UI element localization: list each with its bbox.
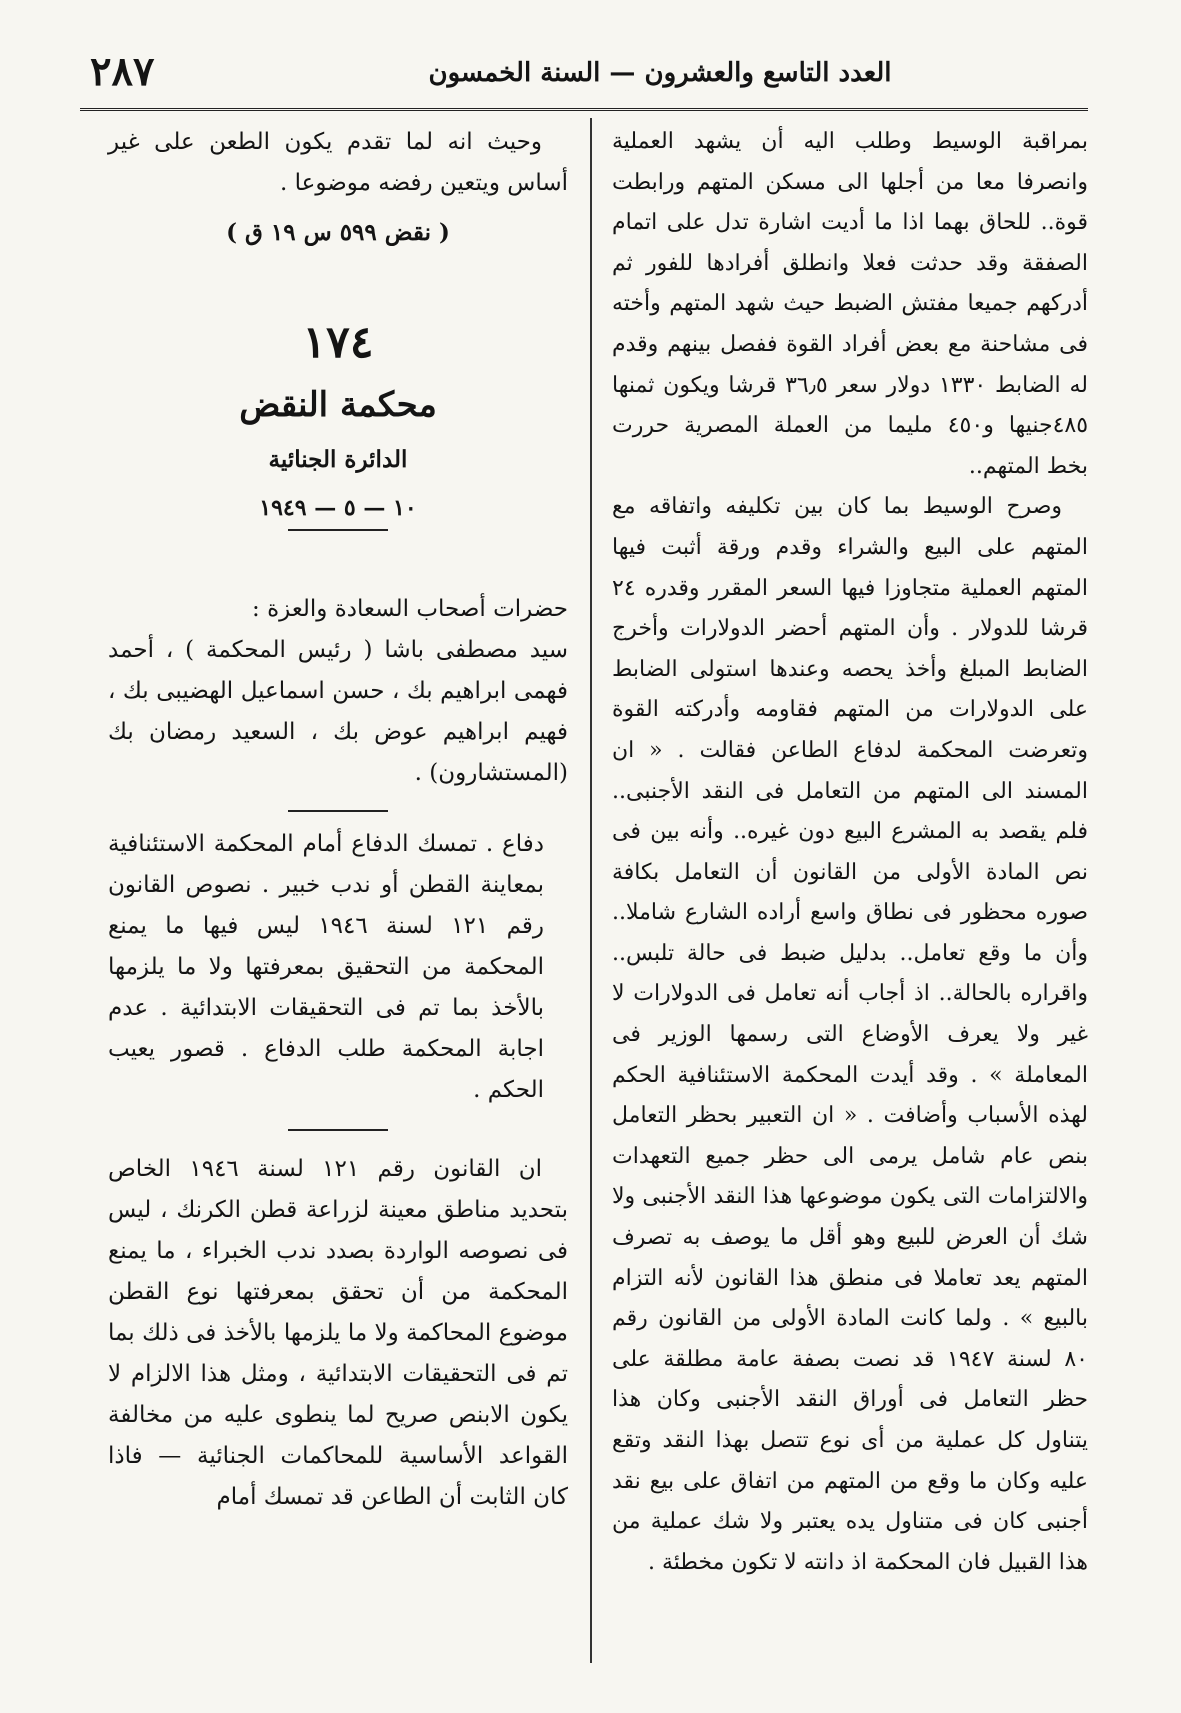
column-divider: [590, 118, 592, 1663]
ruling-body: ان القانون رقم ١٢١ لسنة ١٩٤٦ الخاص بتحديد مناطق معينة لزراعة قطن الكرنك ، ليس فى نصوصه الواردة بصدد ندب الخبراء ، ما يمنع المحكمة من أن تحقق بمعرفتها نوع القطن موضوع المحاكمة ولا ما يلزمها بالأخذ فى ذلك بما تم فى التحقيقات الابتدائية ، ومثل هذا الالزام لا يكون الابنص صريح لما ينطوى عليه من مخالفة القواعد الأساسية للمحاكمات الجنائية — فاذا كان الثابت أن الطاعن قد تمسك أمام: [108, 1156, 568, 1510]
right-paragraph-1: بمراقبة الوسيط وطلب اليه أن يشهد العملية وانصرفا معا من أجلها الى مسكن المتهم ورابطت قوة.. للحاق بهما اذا ما أديت اشارة تدل على اتمام الصفقة وقد حدثت فعلا وانطلق أفرادها للفور ثم أدركهم جميعا مفتش الضبط حيث شهد المتهم وأخته فى مشاحنة مع بعض أفراد القوة ففصل بينهم وقدم له الضابط ١٣٣٠ دولار سعر ٣٦٫٥ قرشا ويكون ثمنها ٤٨٥جنيها و٤٥٠ مليما من العملة المصرية حررت بخط المتهم..: [612, 129, 1089, 479]
page-number: ٢٨٧: [90, 48, 155, 95]
date-underline: [288, 529, 388, 531]
right-column: [612, 122, 1088, 1583]
ruling-date: ١٠ — ٥ — ١٩٤٩: [259, 495, 417, 521]
headnote-summary: دفاع . تمسك الدفاع أمام المحكمة الاستئنافية بمعاينة القطن أو ندب خبير . نصوص القانون رقم ١٢١ لسنة ١٩٤٦ ليس فيها ما يمنع المحكمة من التحقيق بمعرفتها ولا ما يلزمها بالأخذ بما تم فى التحقيقات الابتدائية . عدم اجابة المحكمة طلب الدفاع . قصور يعيب الحكم .: [108, 831, 544, 1103]
judges-list: سيد مصطفى باشا ( رئيس المحكمة ) ، أحمد فهمى ابراهيم بك ، حسن اسماعيل الهضيبى بك ، فهيم ابراهيم عوض بك ، السعيد رمضان بك (المستشارون) .: [108, 637, 568, 786]
running-title: العدد التاسع والعشرون — السنة الخمسون: [428, 58, 892, 88]
header-rule: [80, 108, 1088, 111]
separator-rule: [288, 810, 388, 812]
right-paragraph-2: وصرح الوسيط بما كان بين تكليفه واتفاقه مع المتهم على البيع والشراء وقدم ورقة أثبت فيها المتهم العملية متجاوزا فيها السعر المقرر وقدره ٢٤ قرشا للدولار . وأن المتهم أحضر الدولارات وأخرج الضابط المبلغ وأخذ يحصه وعندها استولى الضابط على الدولارات من المتهم فقاومه وأدركته القوة وتعرضت المحكمة لدفاع الطاعن فقالت . « ان المسند الى المتهم من التعامل فى النقد الأجنبى.. فلم يقصد به المشرع البيع دون غيره.. وأنه بين فى نص المادة الأولى من القانون أن التعامل بكافة صوره محظور فى نطاق واسع أراده الشارع شاملا.. وأن ما وقع تعامل.. بدليل ضبط فى حالة تلبس.. واقراره بالحالة.. اذ أجاب أنه تعامل فى الدولارات لا غير ولا يعرف الأوضاع التى رسمها الوزير فى المعاملة » . وقد أيدت المحكمة الاستئنافية الحكم لهذه الأسباب وأضافت . « ان التعبير بحظر التعامل بنص عام شامل يرمى الى حظر جميع التعهدات والالتزامات التى يكون موضوعها هذا النقد الأجنبى ولا شك أن العرض للبيع وهو أقل ما يوصف به تصرف المتهم يعد تعاملا فى منطق هذا القانون لأنه التزام بالبيع » . ولما كانت المادة الأولى من القانون رقم ٨٠ لسنة ١٩٤٧ قد نصت بصفة عامة مطلقة على حظر التعامل فى أوراق النقد الأجنبى وكان هذا يتناول كل عملية من أى نوع تتصل بهذا النقد وتقع عليه وكان ما وقع من المتهم من اتفاق على بيع نقد أجنبى كان فى متناول يده يعتبر ولا شك عملية من هذا القبيل فان المحكمة اذ دانته لا تكون مخطئة .: [612, 494, 1088, 1575]
citation: ( نقض ٥٩٩ س ١٩ ق ): [226, 219, 450, 246]
circuit-name: الدائرة الجنائية: [268, 446, 408, 473]
court-name: محكمة النقض: [239, 385, 437, 425]
case-number: ١٧٤: [302, 317, 374, 368]
left-column: [108, 122, 568, 1518]
page-header: [80, 48, 1088, 108]
closing-paragraph: وحيث انه لما تقدم يكون الطعن على غير أساس ويتعين رفضه موضوعا .: [108, 129, 568, 196]
judges-heading: حضرات أصحاب السعادة والعزة :: [252, 596, 568, 622]
separator-rule-2: [288, 1129, 388, 1131]
